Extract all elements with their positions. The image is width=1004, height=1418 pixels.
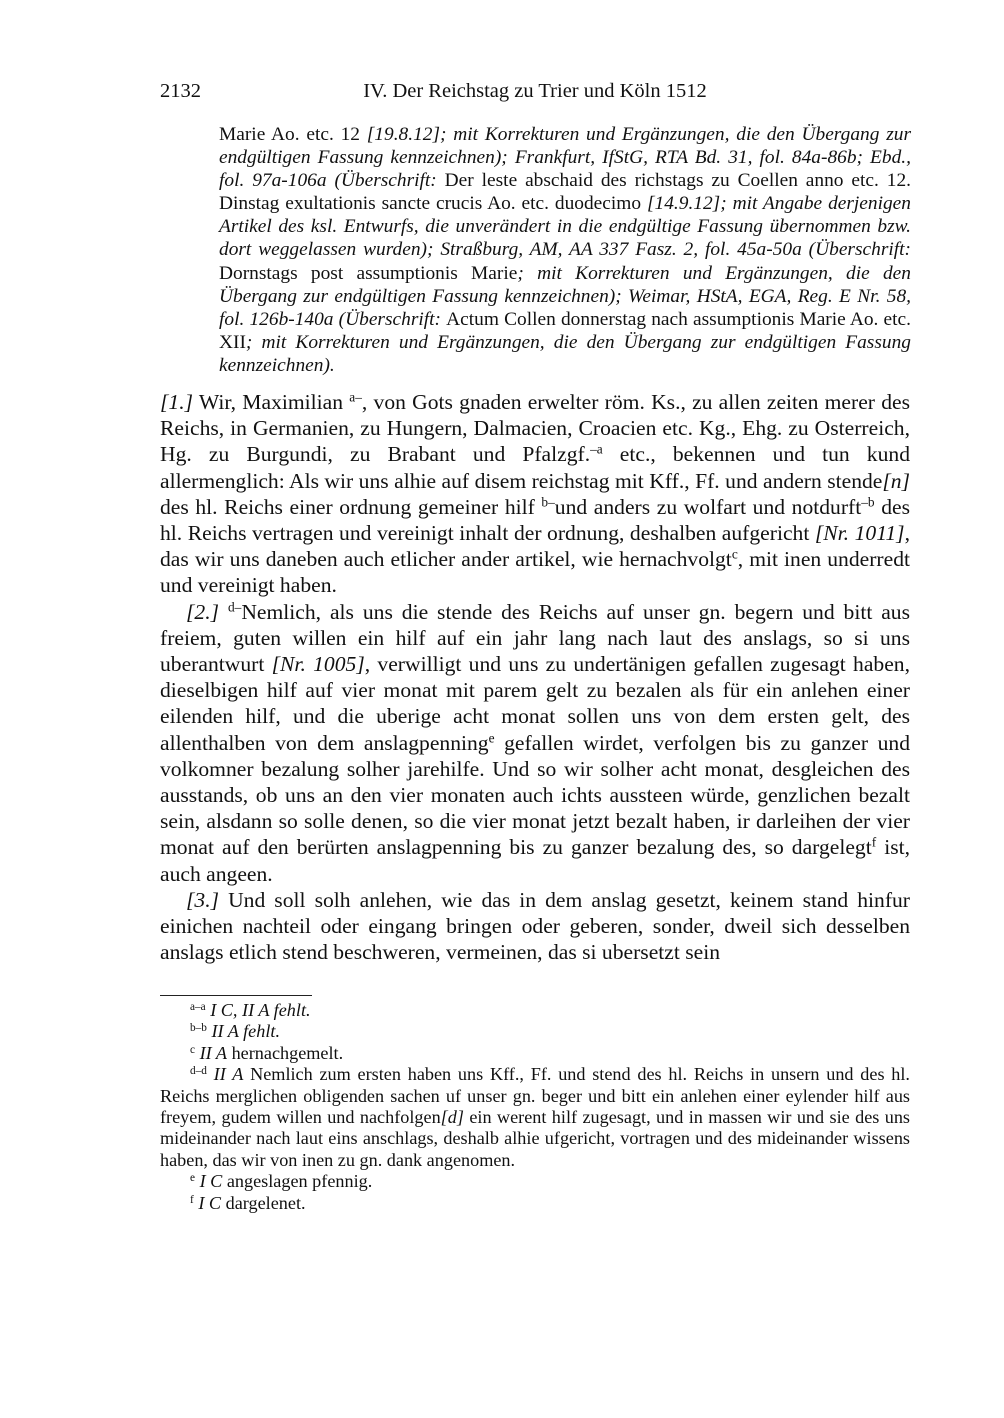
text-run: ; mit Korrekturen und Ergänzungen, die den Übergang zur endgültigen Fassung kennzeichnen).	[219, 331, 911, 376]
page-header	[160, 80, 910, 110]
text-run: [1.]	[160, 390, 194, 414]
text-run: , das wir uns daneben auch etlicher ander artikel, wie hernachvolgt	[160, 521, 910, 572]
text-run: [d]	[440, 1107, 464, 1128]
note-marker: d–	[227, 599, 242, 615]
footnote-d	[160, 1064, 910, 1171]
note-marker: –b	[861, 494, 875, 510]
note-marker: c	[731, 546, 738, 562]
text-run: [14.9.12]; mit Angabe derjenigen Artikel des ksl. Entwurfs, die unverändert in die endgültige Fassung übernommen bzw. dort weggelassen wurden); Straßburg, AM, AA 337 Fasz. 2, fol. 45a-50a (Überschrift:	[219, 193, 911, 261]
footnote-a	[160, 1000, 910, 1021]
text-run: II A	[206, 1064, 244, 1085]
page-number: 2132	[160, 80, 201, 102]
text-run: ; mit Korrekturen und Ergänzungen, die den Übergang zur endgültigen Fassung kennzeichnen); Weimar, HStA, EGA, Reg. E Nr. 58, fol. 126b-140a (Überschrift:	[219, 262, 911, 330]
text-run: Und soll solh anlehen, wie das in dem anslag gesetzt, keinem stand hinfur einichen nachteil oder eingang bringen oder geberen, sonder, dweil sich desselben anslags etlich stend beschweren, vermeinen, das si ubersetzt sein	[160, 887, 910, 965]
text-run: , verwilligt und uns zu undertänigen gefallen zugesagt haben, dieselbigen hilf auf vier monat mit parem gelt zu bezalen als für ein anlehen einer eilenden hilf, und die uberige acht monat sollen uns von dem ersten gelt, des allenthalben von dem anslagpenning	[160, 652, 910, 755]
text-run: und anders zu wolfart und notdurft	[554, 494, 862, 519]
text-run: II A fehlt.	[206, 1021, 280, 1042]
text-run	[219, 600, 228, 624]
main-text	[160, 389, 910, 965]
text-run: hernachgemelt.	[227, 1042, 344, 1063]
footnote-e	[160, 1171, 910, 1192]
text-run: , von Gots gnaden erwelter röm. Ks., zu allen zeiten merer des Reichs, in Germanien, zu Hungern, Dalmacien, Croacien etc. Kg., Ehg. zu Osterreich, Hg. zu Burgundi, zu Brabant und Pfalzgf.	[160, 390, 910, 467]
text-run: Marie Ao. etc. 12	[219, 124, 367, 145]
text-run: gefallen wirdet, verfolgen bis zu ganzer und volkomner bezalung solher jarehilfe. Und so wir solher acht monat, desgleichen des ausstands, ob uns an den vier monaten auch ichts aussteen würde, genzlichen bezalt sein, alsdann so solle denen, so die vier monat jetzt bezalt haben, ir darleihen der vier monat auf den berürten anslagpenning bis zu ganzer bezalung des, so dargelegt	[160, 730, 910, 860]
note-marker: e	[488, 730, 495, 746]
source-note	[219, 123, 911, 377]
note-marker: c	[190, 1043, 196, 1056]
text-run: [19.8.12]; mit Korrekturen und Ergänzungen, die den Übergang zur endgültigen Fassung kennzeichnen); Frankfurt, IfStG, RTA Bd. 31, fol. 84a-86b; Ebd., fol. 97a-106a (Überschrift:	[219, 124, 911, 192]
text-run: [2.]	[186, 599, 220, 624]
text-run: [Nr. 1005]	[271, 652, 365, 677]
footnote-b	[160, 1021, 910, 1042]
footnote-c	[160, 1043, 910, 1064]
text-run: angeslagen pfennig.	[222, 1171, 373, 1192]
paragraph-3	[160, 887, 910, 966]
text-run: , mit inen underredt und vereinigt haben.	[160, 547, 910, 598]
text-run: Der leste abschaid des richstags zu Coellen anno etc. 12. Dinstag exultationis sancte crucis Ao. etc. duodecimo	[219, 170, 911, 215]
text-run: Wir, Maximilian	[193, 390, 350, 414]
text-run: I C, II A fehlt.	[205, 1000, 311, 1020]
note-marker: a–	[349, 389, 362, 405]
text-run: etc., bekennen und tun kund allermenglich: Als wir uns alhie auf disem reichstag mit Kff., Ff. und andern stende	[160, 442, 910, 493]
text-run: Dornstags post assumptionis Marie	[219, 262, 518, 284]
footnote-rule	[160, 995, 312, 996]
text-run: [n]	[882, 468, 910, 493]
text-run: Actum Collen donnerstag nach assumptionis Marie Ao. etc. XII	[219, 308, 912, 353]
text-run: ist, auch angeen.	[160, 835, 910, 886]
note-marker: b–b	[190, 1022, 207, 1035]
running-title: IV. Der Reichstag zu Trier und Köln 1512	[363, 80, 707, 102]
footnote-f	[160, 1193, 910, 1214]
text-run: [3.]	[186, 887, 220, 912]
text-run: ein werent hilf zugesagt, und in massen wir und sie des uns mideinander nach laut eins anschlags, deshalb alhie ufgericht, vortragen und des mideinander wissens haben, das wir von inen zu gn. dank angenomen.	[160, 1107, 910, 1170]
note-marker: e	[190, 1172, 196, 1185]
text-run: des hl. Reichs einer ordnung gemeiner hilf	[160, 494, 542, 519]
text-run: II A	[195, 1042, 228, 1063]
note-marker: d–d	[190, 1065, 207, 1078]
note-marker: a–a	[190, 1000, 206, 1013]
paragraph-2	[160, 599, 910, 887]
text-run: [Nr. 1011]	[814, 521, 905, 546]
paragraph-1	[160, 389, 910, 599]
text-run: I C	[193, 1192, 222, 1213]
note-marker: f	[871, 835, 877, 851]
footnotes	[160, 1000, 910, 1214]
text-run: Nemlich, als uns die stende des Reichs auf unser gn. begern und bitt aus freiem, guten willen ein hilf auf ein jahr lang nach laut des anslags, so si uns uberantwurt	[160, 599, 911, 677]
note-marker: b–	[541, 494, 555, 510]
text-run: dargelenet.	[221, 1192, 306, 1213]
text-run: I C	[195, 1171, 223, 1192]
note-marker: f	[190, 1193, 194, 1206]
note-marker: –a	[590, 442, 603, 458]
text-run: Nemlich zum ersten haben uns Kff., Ff. und stend des hl. Reichs in unsern und des hl. Reichs merglichen obligenden sachen uf unser gn. beger und bitt ein anlehen einer eylender hilf aus freyem, gudem willen und nachfolgen	[160, 1064, 910, 1128]
text-run: des hl. Reichs vertragen und vereinigt inhalt der ordnung, deshalben aufgericht	[160, 494, 910, 546]
